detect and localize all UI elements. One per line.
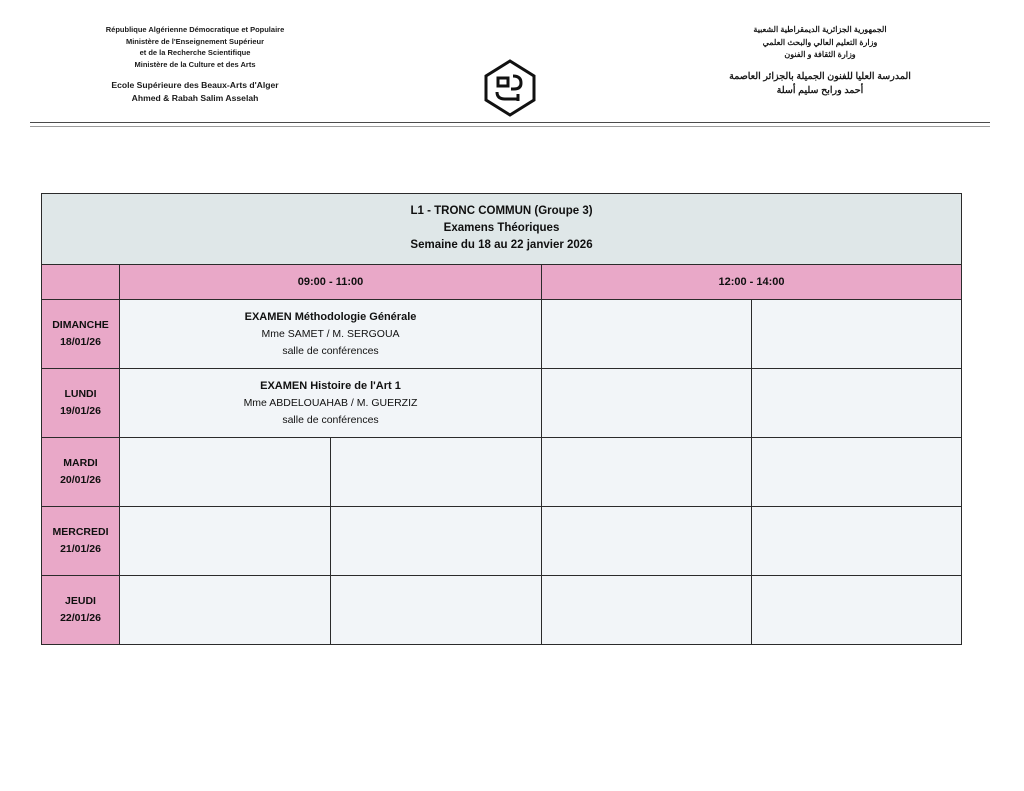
day-name: MERCREDI <box>52 526 109 538</box>
exam-cell <box>120 369 542 438</box>
letterhead-fr-line: Ministère de l'Enseignement Supérieur <box>125 36 265 46</box>
day-date: 18/01/26 <box>60 336 101 348</box>
empty-cell <box>542 507 752 576</box>
day-date: 20/01/26 <box>60 474 101 486</box>
letterhead-ar-line: وزارة الثقافة و الفنون <box>784 50 856 59</box>
empty-cell <box>331 576 542 645</box>
letterhead-ar-school-line: المدرسة العليا للفنون الجميلة بالجزائر العاصمة <box>729 70 911 82</box>
letterhead-fr-school <box>30 79 360 104</box>
table-row <box>42 438 962 507</box>
table-row <box>42 507 962 576</box>
day-name: MARDI <box>63 457 98 469</box>
timetable-title-line: L1 - TRONC COMMUN (Groupe 3) <box>410 205 593 217</box>
day-name: LUNDI <box>64 388 97 400</box>
empty-cell <box>752 300 962 369</box>
table-title-row <box>42 194 962 265</box>
letterhead-ar-school-line: أحمد ورابح سليم أسلة <box>776 84 864 96</box>
empty-cell <box>120 438 331 507</box>
empty-cell <box>120 576 331 645</box>
table-header-row <box>42 265 962 300</box>
timetable-container <box>41 193 961 645</box>
day-label-cell <box>42 369 120 438</box>
letterhead-arabic <box>650 24 990 98</box>
exam-room: salle de conférences <box>282 413 379 426</box>
empty-cell <box>331 438 542 507</box>
day-label-cell <box>42 507 120 576</box>
letterhead-ar-line: الجمهورية الجزائرية الديمقراطية الشعبية <box>753 25 887 34</box>
letterhead-ar-line: وزارة التعليم العالي والبحث العلمي <box>762 37 878 47</box>
timetable-title-line: Examens Théoriques <box>443 222 560 234</box>
day-label-cell <box>42 300 120 369</box>
letterhead-french <box>30 24 360 104</box>
letterhead-fr-line: Ministère de la Culture et des Arts <box>134 59 256 69</box>
empty-cell <box>331 507 542 576</box>
esba-logo-icon <box>480 58 540 118</box>
letterhead-fr-school-line: Ahmed & Rabah Salim Asselah <box>131 92 259 103</box>
day-date: 21/01/26 <box>60 543 101 555</box>
exam-title: EXAMEN Histoire de l'Art 1 <box>260 379 401 392</box>
letterhead-fr-school-line: Ecole Supérieure des Beaux-Arts d'Alger <box>111 80 279 90</box>
exam-timetable <box>41 193 962 645</box>
letterhead <box>30 24 990 120</box>
timetable-title-line: Semaine du 18 au 22 janvier 2026 <box>410 239 593 251</box>
day-name: JEUDI <box>65 595 96 607</box>
table-row <box>42 369 962 438</box>
table-row <box>42 300 962 369</box>
header-corner-cell <box>42 265 120 300</box>
column-header-slot-1: 09:00 - 11:00 <box>120 265 542 300</box>
empty-cell <box>752 369 962 438</box>
exam-title: EXAMEN Méthodologie Générale <box>244 310 417 323</box>
day-label-cell <box>42 576 120 645</box>
letterhead-fr-line: et de la Recherche Scientifique <box>139 48 251 57</box>
letterhead-fr-line: République Algérienne Démocratique et Populaire <box>105 25 285 34</box>
exam-teachers: Mme SAMET / M. SERGOUA <box>261 327 400 340</box>
empty-cell <box>542 576 752 645</box>
day-label-cell <box>42 438 120 507</box>
exam-room: salle de conférences <box>282 344 379 357</box>
exam-teachers: Mme ABDELOUAHAB / M. GUERZIZ <box>243 396 418 409</box>
letterhead-divider <box>30 122 990 123</box>
day-date: 22/01/26 <box>60 612 101 624</box>
empty-cell <box>542 369 752 438</box>
empty-cell <box>752 507 962 576</box>
day-name: DIMANCHE <box>52 319 109 331</box>
day-date: 19/01/26 <box>60 405 101 417</box>
timetable-title <box>42 194 962 265</box>
empty-cell <box>542 300 752 369</box>
letterhead-divider-secondary <box>30 126 990 127</box>
empty-cell <box>752 438 962 507</box>
exam-cell <box>120 300 542 369</box>
column-header-slot-2: 12:00 - 14:00 <box>542 265 962 300</box>
empty-cell <box>542 438 752 507</box>
empty-cell <box>752 576 962 645</box>
letterhead-ar-school <box>650 70 990 98</box>
empty-cell <box>120 507 331 576</box>
table-row <box>42 576 962 645</box>
